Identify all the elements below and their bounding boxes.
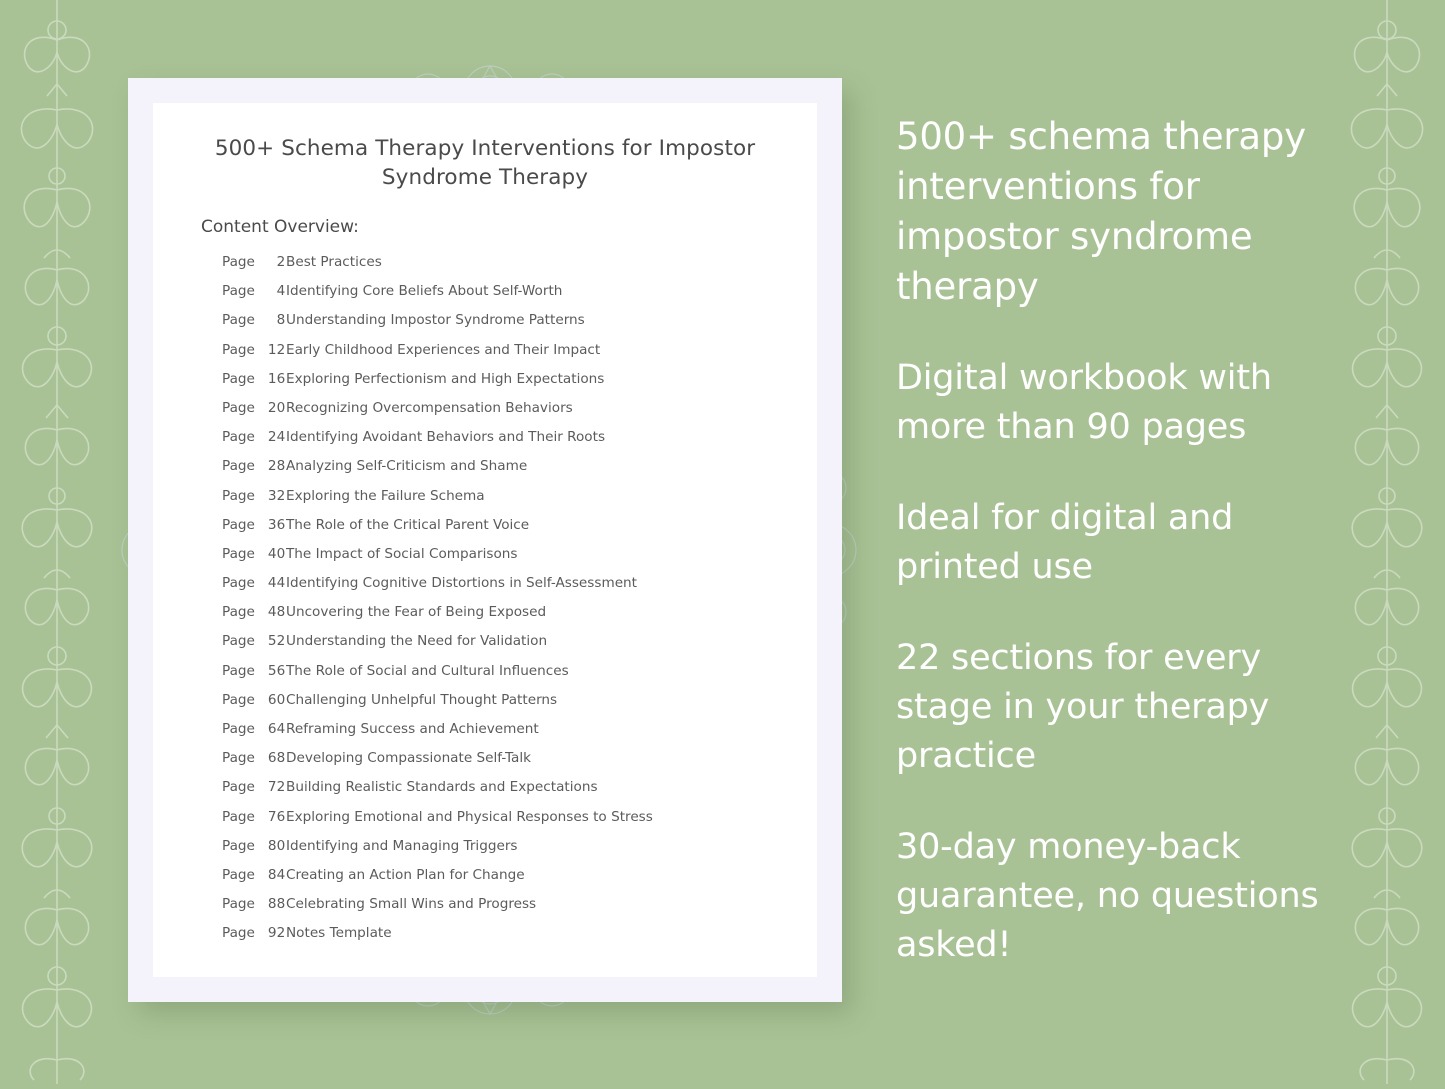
toc-entry-title: Building Realistic Standards and Expectations (286, 779, 598, 796)
toc-entry-title: Recognizing Overcompensation Behaviors (286, 399, 573, 416)
table-of-contents-row (222, 779, 792, 808)
toc-entry-title: The Role of Social and Cultural Influences (286, 662, 569, 679)
toc-page-number: Page 84 (222, 866, 286, 883)
toc-entry-title: Uncovering the Fear of Being Exposed (286, 604, 547, 621)
table-of-contents-row (222, 896, 792, 925)
toc-page-number: Page 48 (222, 604, 286, 621)
toc-page-number: Page 72 (222, 779, 286, 796)
toc-page-number: Page 80 (222, 837, 286, 854)
toc-entry-title: Challenging Unhelpful Thought Patterns (286, 691, 558, 708)
toc-entry-title: Celebrating Small Wins and Progress (286, 896, 537, 913)
toc-entry-title: Exploring the Failure Schema (286, 487, 485, 504)
toc-page-number: Page 4 (222, 283, 286, 300)
toc-entry-title: Analyzing Self-Criticism and Shame (286, 458, 528, 475)
toc-entry-title: Identifying Avoidant Behaviors and Their Roots (286, 429, 606, 446)
toc-entry-title: Understanding the Need for Validation (286, 633, 548, 650)
marketing-bullets (896, 112, 1366, 1012)
toc-entry-title: Understanding Impostor Syndrome Patterns (286, 312, 585, 329)
table-of-contents-row (222, 254, 792, 283)
table-of-contents-row (222, 488, 792, 517)
table-of-contents-row (222, 575, 792, 604)
toc-page-number: Page 8 (222, 312, 286, 329)
table-of-contents-row (222, 517, 792, 546)
table-of-contents-row (222, 692, 792, 721)
table-of-contents-row (222, 663, 792, 692)
table-of-contents-row (222, 604, 792, 633)
toc-entry-title: Exploring Perfectionism and High Expectations (286, 370, 605, 387)
marketing-bullet: Ideal for digital and printed use (896, 498, 1234, 587)
table-of-contents-row (222, 867, 792, 896)
marketing-bullet: 500+ schema therapy interventions for impostor syndrome therapy (896, 115, 1306, 308)
marketing-bullet: 30-day money-back guarantee, no questions asked! (896, 827, 1319, 965)
toc-page-number: Page 60 (222, 691, 286, 708)
toc-page-number: Page 24 (222, 429, 286, 446)
toc-page-number: Page 56 (222, 662, 286, 679)
table-of-contents-row (222, 458, 792, 487)
table-of-contents-row (222, 342, 792, 371)
toc-entry-title: Identifying Core Beliefs About Self-Worth (286, 283, 563, 300)
toc-entry-title: Best Practices (286, 254, 382, 270)
toc-page-number: Page 16 (222, 370, 286, 387)
toc-entry-title: Identifying and Managing Triggers (286, 837, 518, 854)
toc-page-number: Page 44 (222, 575, 286, 592)
toc-entry-title: Developing Compassionate Self-Talk (286, 750, 532, 767)
toc-page-number: Page 32 (222, 487, 286, 504)
table-of-contents-row (222, 312, 792, 341)
table-of-contents-row (222, 925, 792, 954)
toc-entry-title: Exploring Emotional and Physical Responses to Stress (286, 808, 653, 825)
toc-page-number: Page 64 (222, 721, 286, 737)
toc-entry-title: Creating an Action Plan for Change (286, 866, 525, 883)
toc-entry-title: Reframing Success and Achievement (286, 721, 539, 737)
marketing-bullet: Digital workbook with more than 90 pages (896, 358, 1272, 447)
toc-entry-title: Notes Template (286, 925, 392, 942)
toc-page-number: Page 12 (222, 341, 286, 358)
table-of-contents-row (222, 546, 792, 575)
page-title: 500+ Schema Therapy Interventions for Impostor Syndrome Therapy (214, 136, 756, 190)
botanical-border-left (0, 0, 115, 1084)
toc-page-number: Page 52 (222, 633, 286, 650)
toc-page-number: Page 88 (222, 896, 286, 913)
toc-page-number: Page 28 (222, 458, 286, 475)
table-of-contents-row (222, 809, 792, 838)
table-of-contents-row (222, 633, 792, 662)
table-of-contents-row (222, 721, 792, 750)
table-of-contents-row (222, 371, 792, 400)
toc-page-number: Page 40 (222, 545, 286, 562)
toc-entry-title: The Impact of Social Comparisons (286, 545, 518, 562)
table-of-contents (222, 254, 792, 955)
toc-entry-title: Identifying Cognitive Distortions in Self-Assessment (286, 575, 638, 592)
toc-page-number: Page 76 (222, 808, 286, 825)
toc-page-number: Page 36 (222, 516, 286, 533)
table-of-contents-row (222, 429, 792, 458)
toc-entry-title: The Role of the Critical Parent Voice (286, 516, 530, 533)
table-of-contents-row (222, 838, 792, 867)
table-of-contents-row (222, 283, 792, 312)
table-of-contents-row (222, 750, 792, 779)
table-of-contents-row (222, 400, 792, 429)
toc-page-number: Page 92 (222, 925, 286, 942)
toc-entry-title: Early Childhood Experiences and Their Impact (286, 341, 601, 358)
content-overview-label: Content Overview: (201, 217, 359, 237)
toc-page-number: Page 20 (222, 399, 286, 416)
toc-page-number: Page 68 (222, 750, 286, 767)
toc-page-number: Page 2 (222, 254, 286, 270)
marketing-bullet: 22 sections for every stage in your therapy practice (896, 638, 1270, 776)
